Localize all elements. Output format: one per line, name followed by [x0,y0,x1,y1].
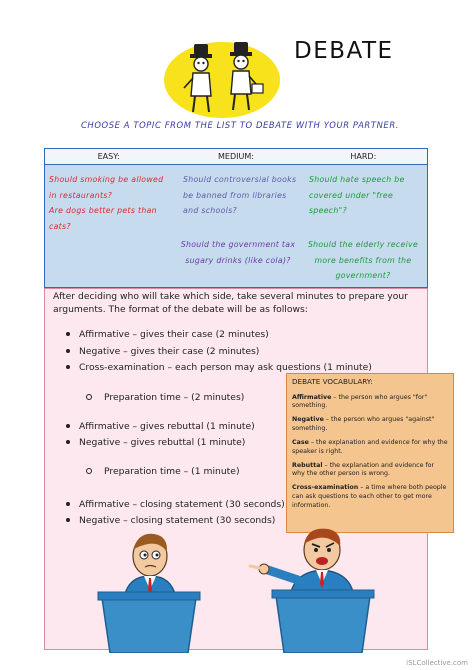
vocab-entry: Cross-examination – a time where both people can ask questions to each other to get more information. [292,484,447,509]
topic-line: Are dogs better pets than [49,206,157,215]
topic-line: Should the elderly receive [307,240,419,249]
debaters-clipart [72,528,412,653]
header-hard: HARD: [350,152,377,161]
bullet-icon [66,424,70,428]
right-debater-icon [250,529,354,596]
topic-line: speech"? [309,206,347,215]
instruction-text: CHOOSE A TOPIC FROM THE LIST TO DEBATE WITH YOUR PARTNER. [80,120,400,130]
format-step: Negative – gives their case (2 minutes) [66,345,259,358]
topic-line: more benefits from the [314,255,412,265]
format-step: Negative – closing statement (30 seconds) [66,514,275,527]
topic-line: government? [335,271,391,280]
easy-topics [49,172,163,234]
circle-bullet-icon [86,468,92,474]
vocabulary-box [286,373,454,533]
topic-line: Should controversial books [183,175,297,184]
hard-topics-b [301,237,425,284]
format-step: Affirmative – closing statement (30 seconds) [66,498,285,511]
vocab-entry: Rebuttal – the explanation and evidence for why the other person is wrong. [292,461,435,478]
medium-topics-b [177,237,299,268]
format-intro: After deciding who will take which side, take several minutes to prepare your arguments. The format of the debate will be as follows: [53,291,408,315]
header-medium: MEDIUM: [218,152,254,161]
topic-line: covered under "free [309,190,394,200]
topic-line: and schools? [183,206,237,215]
format-step: Affirmative – gives rebuttal (1 minute) [66,420,255,433]
format-step: Cross-examination – each person may ask questions (1 minute) [66,361,372,374]
topic-line: be banned from libraries [183,190,287,200]
vocab-entry: Case – the explanation and evidence for why the speaker is right. [292,438,448,455]
vocabulary-title: DEBATE VOCABULARY: [292,377,373,386]
watermark: iSLCollective.com [406,659,468,667]
topic-line: cats? [49,221,71,231]
topic-line: in restaurants? [49,190,113,200]
bullet-icon [66,440,70,444]
topic-table-header [45,149,427,165]
bullet-icon [66,349,70,353]
left-debater-icon [124,534,176,598]
page-title: DEBATE [294,38,394,64]
format-step: Affirmative – gives their case (2 minutes) [66,328,269,341]
format-step: Negative – gives rebuttal (1 minute) [66,436,245,449]
right-podium-icon [276,596,370,653]
hard-topics-a [309,172,405,219]
vocab-entry: Negative – the person who argues "against" something. [292,416,435,432]
bullet-icon [66,518,70,522]
vocab-entry: Affirmative – the person who argues "for" something. [292,393,428,410]
topic-line: sugary drinks (like cola)? [185,255,291,265]
header-clipart [162,40,280,118]
circle-bullet-icon [86,394,92,400]
format-substep: Preparation time – (1 minute) [86,465,240,478]
medium-topics-a [183,172,296,219]
topic-line: Should the government tax [180,240,296,249]
bullet-icon [66,502,70,506]
topic-line: Should smoking be allowed [49,175,164,184]
format-substep: Preparation time – (2 minutes) [86,391,244,404]
topic-line: Should hate speech be [309,175,405,184]
bullet-icon [66,332,70,336]
left-podium-icon [102,598,196,653]
header-easy: EASY: [97,152,120,161]
topic-table [44,148,428,288]
bullet-icon [66,365,70,369]
